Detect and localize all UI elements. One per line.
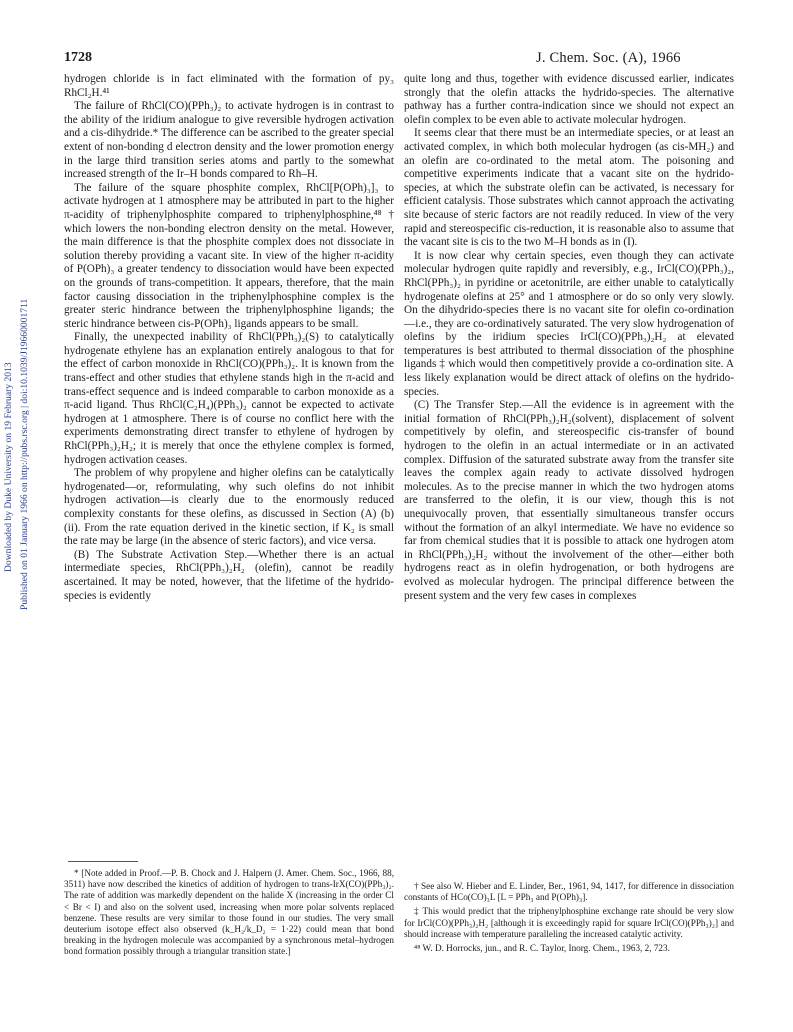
- paragraph: quite long and thus, together with evidence discussed earlier, indicates strongly that the olefin attacks the hydrido-species. The alternative pathway has a further contra-indication since we should not expect an olefin complex to be even able to activate molecular hydrogen.: [404, 73, 734, 126]
- paragraph: (C) The Transfer Step.—All the evidence is in agreement with the initial formation of RhCl(PPh₃)₂H₂(solvent), displacement of solvent competitively by olefin, and stereospecific cis-transfer of bound hydrogen to the olefin in an actual intermediate or in an activated complex. Diffusion of the saturated substrate away from the transfer site leaves the complex again ready to activate dissolved hydrogen molecules. As to the precise manner in which the two hydrogen atoms are transferred to the olefin, it is our view, though this is not unequivocally proven, that essentially simultaneous transfer occurs without the formation of an alkyl intermediate. We have no evidence so far from chemical studies that it is possible to attack one hydrogen atom in RhCl(PPh₃)₂H₂ without the involvement of the other—either both hydrogens react as in olefin hydrogenation, or both hydrogens are evolved as molecular hydrogen. The principal difference between the present system and the very few cases in complexes: [404, 399, 734, 602]
- footnotes-left: [64, 868, 394, 961]
- left-column: [64, 73, 394, 603]
- footnote: † See also W. Hieber and E. Linder, Ber., 1961, 94, 1417, for difference in dissociation constants of HCo(CO)₃L [L = PPh₃ and P(OPh)₃].: [404, 881, 734, 903]
- page-number: 1728: [64, 50, 92, 65]
- paragraph: The problem of why propylene and higher olefins can be catalytically hydrogenated—or, reformulating, why such olefins do not inhibit hydrogen activation—is clearly due to the enormously reduced complexity constants for these olefins, as discussed in Section (A) (b) (ii). From the rate equation derived in the kinetic section, if K₂ is small the rate may be large (in the absence of steric factors), and vice versa.: [64, 467, 394, 548]
- footnote: ‡ This would predict that the triphenylphosphine exchange rate should be very slow for IrCl(CO)(PPh₃)₂H₂ [although it is exceedingly rapid for square IrCl(CO)(PPh₃)₂] and should increase with temperature paralleling the increased catalytic activity.: [404, 906, 734, 939]
- paragraph: It seems clear that there must be an intermediate species, or at least an activated complex, in which both molecular hydrogen (as cis-MH₂) and an olefin are co-ordinated to the metal atom. The poisoning and competitive experiments indicate that a vacant site on the hydrido-species, at which the substrate olefin can be activated, is necessary for efficient catalysis. Those substrates which cannot approach the activating site because of steric factors are not readily reduced. In view of the very rapid and stereospecific cis-reduction, it is reasonable also to assume that the vacant site is cis to the two M–H bonds as in (I).: [404, 127, 734, 249]
- publication-notice[interactable]: Published on 01 January 1966 on http://pubs.rsc.org | doi:10.1039/J19660001711: [19, 298, 30, 610]
- footnotes-right: [404, 881, 734, 957]
- journal-header: J. Chem. Soc. (A), 1966: [536, 50, 681, 66]
- paragraph: Finally, the unexpected inability of RhCl(PPh₃)₂(S) to catalytically hydrogenate ethylene has an explanation entirely analogous to that for the effect of carbon monoxide in RhCl(CO)(PPh₃)₂. It is known from the trans-effect and other studies that ethylene stands high in the π-acid and trans-effect sequence and is indeed comparable to carbon monoxide as a π-acid ligand. Thus RhCl(C₂H₄)(PPh₃)₂ cannot be expected to activate hydrogen at 1 atmosphere. There is of course no conflict here with the experiments demonstrating direct transfer to ethylene of hydrogen by RhCl(PPh₃)₂H₂; it is merely that once the ethylene complex is formed, hydrogen activation ceases.: [64, 331, 394, 466]
- footnote-divider: [68, 861, 138, 862]
- paragraph: (B) The Substrate Activation Step.—Whether there is an actual intermediate species, RhCl(PPh₃)₂H₂ (olefin), cannot be readily ascertained. It may be noted, however, that the lifetime of the hydrido-species is evidently: [64, 548, 394, 602]
- paragraph: It is now clear why certain species, even though they can activate molecular hydrogen quite rapidly and reversibly, e.g., IrCl(CO)(PPh₃)₂, RhCl(PPh₃)₂ in pyridine or acetonitrile, are either unable to catalytically hydrogenate olefins at 25° and 1 atmosphere or do so only very slowly. On the dihydrido-species there is no vacant site for olefin co-ordination—i.e., they are co-ordinatively saturated. The very slow hydrogenation of olefins by the iridium species IrCl(CO)(PPh₃)₂H₂ at elevated temperatures is best attributed to thermal dissociation of the phosphine ligands ‡ which would then competitively provide a co-ordination site. A less likely explanation would be direct attack of olefins on the hydrido-species.: [404, 249, 734, 398]
- footnote: * [Note added in Proof.—P. B. Chock and J. Halpern (J. Amer. Chem. Soc., 1966, 88, 3511) have now described the kinetics of addition of hydrogen to trans-IrX(CO)(PPh₃)₂. The rate of addition was markedly dependent on the halide X (increasing in the order Cl < Br < I) and also on the solvent used, increasing when more polar solvents replaced benzene. These results are very similar to those found in our studies. The very small deuterium isotope effect also observed (k_H₂/k_D₂ = 1·22) could mean that bond breaking in the hydrogen molecule was accompanied by a synchronous metal–hydrogen bond formation possibly through a triangular transition state.]: [64, 868, 394, 957]
- paragraph: hydrogen chloride is in fact eliminated with the formation of py₃ RhCl₂H.⁴¹: [64, 73, 394, 99]
- download-notice[interactable]: Downloaded by Duke University on 19 February 2013: [3, 362, 14, 572]
- footnote: ⁴⁸ W. D. Horrocks, jun., and R. C. Taylor, Inorg. Chem., 1963, 2, 723.: [414, 943, 670, 954]
- paragraph: The failure of the square phosphite complex, RhCl[P(OPh)₃]₃ to activate hydrogen at 1 atmosphere may be attributed in part to the higher π-acidity of triphenylphosphite compared to triphenylphosphine,⁴⁸ † which lowers the non-bonding electron density on the metal. However, the main difference is that the phosphite complex does not dissociate in solution thereby providing a vacant site. In view of the higher π-acidity of P(OPh)₃ a greater tendency to dissociation would have been expected on the grounds of trans-competition. It appears, therefore, that the main factor causing dissociation in the triphenylphosphine complex is the greater steric hindrance between the triphenylphosphine ligands; the steric hindrance between cis-P(OPh)₃ ligands appears to be small.: [64, 181, 394, 330]
- right-column: [404, 73, 734, 603]
- paragraph: The failure of RhCl(CO)(PPh₃)₂ to activate hydrogen is in contrast to the ability of the iridium analogue to give reversible hydrogen activation and a cis-dihydride.* The difference can be ascribed to the greater special extent of non-bonding d electron density and the lower promotion energy in the large third transition series atoms and partly to the somewhat increased strength of the Ir–H bonds compared to Rh–H.: [64, 100, 394, 181]
